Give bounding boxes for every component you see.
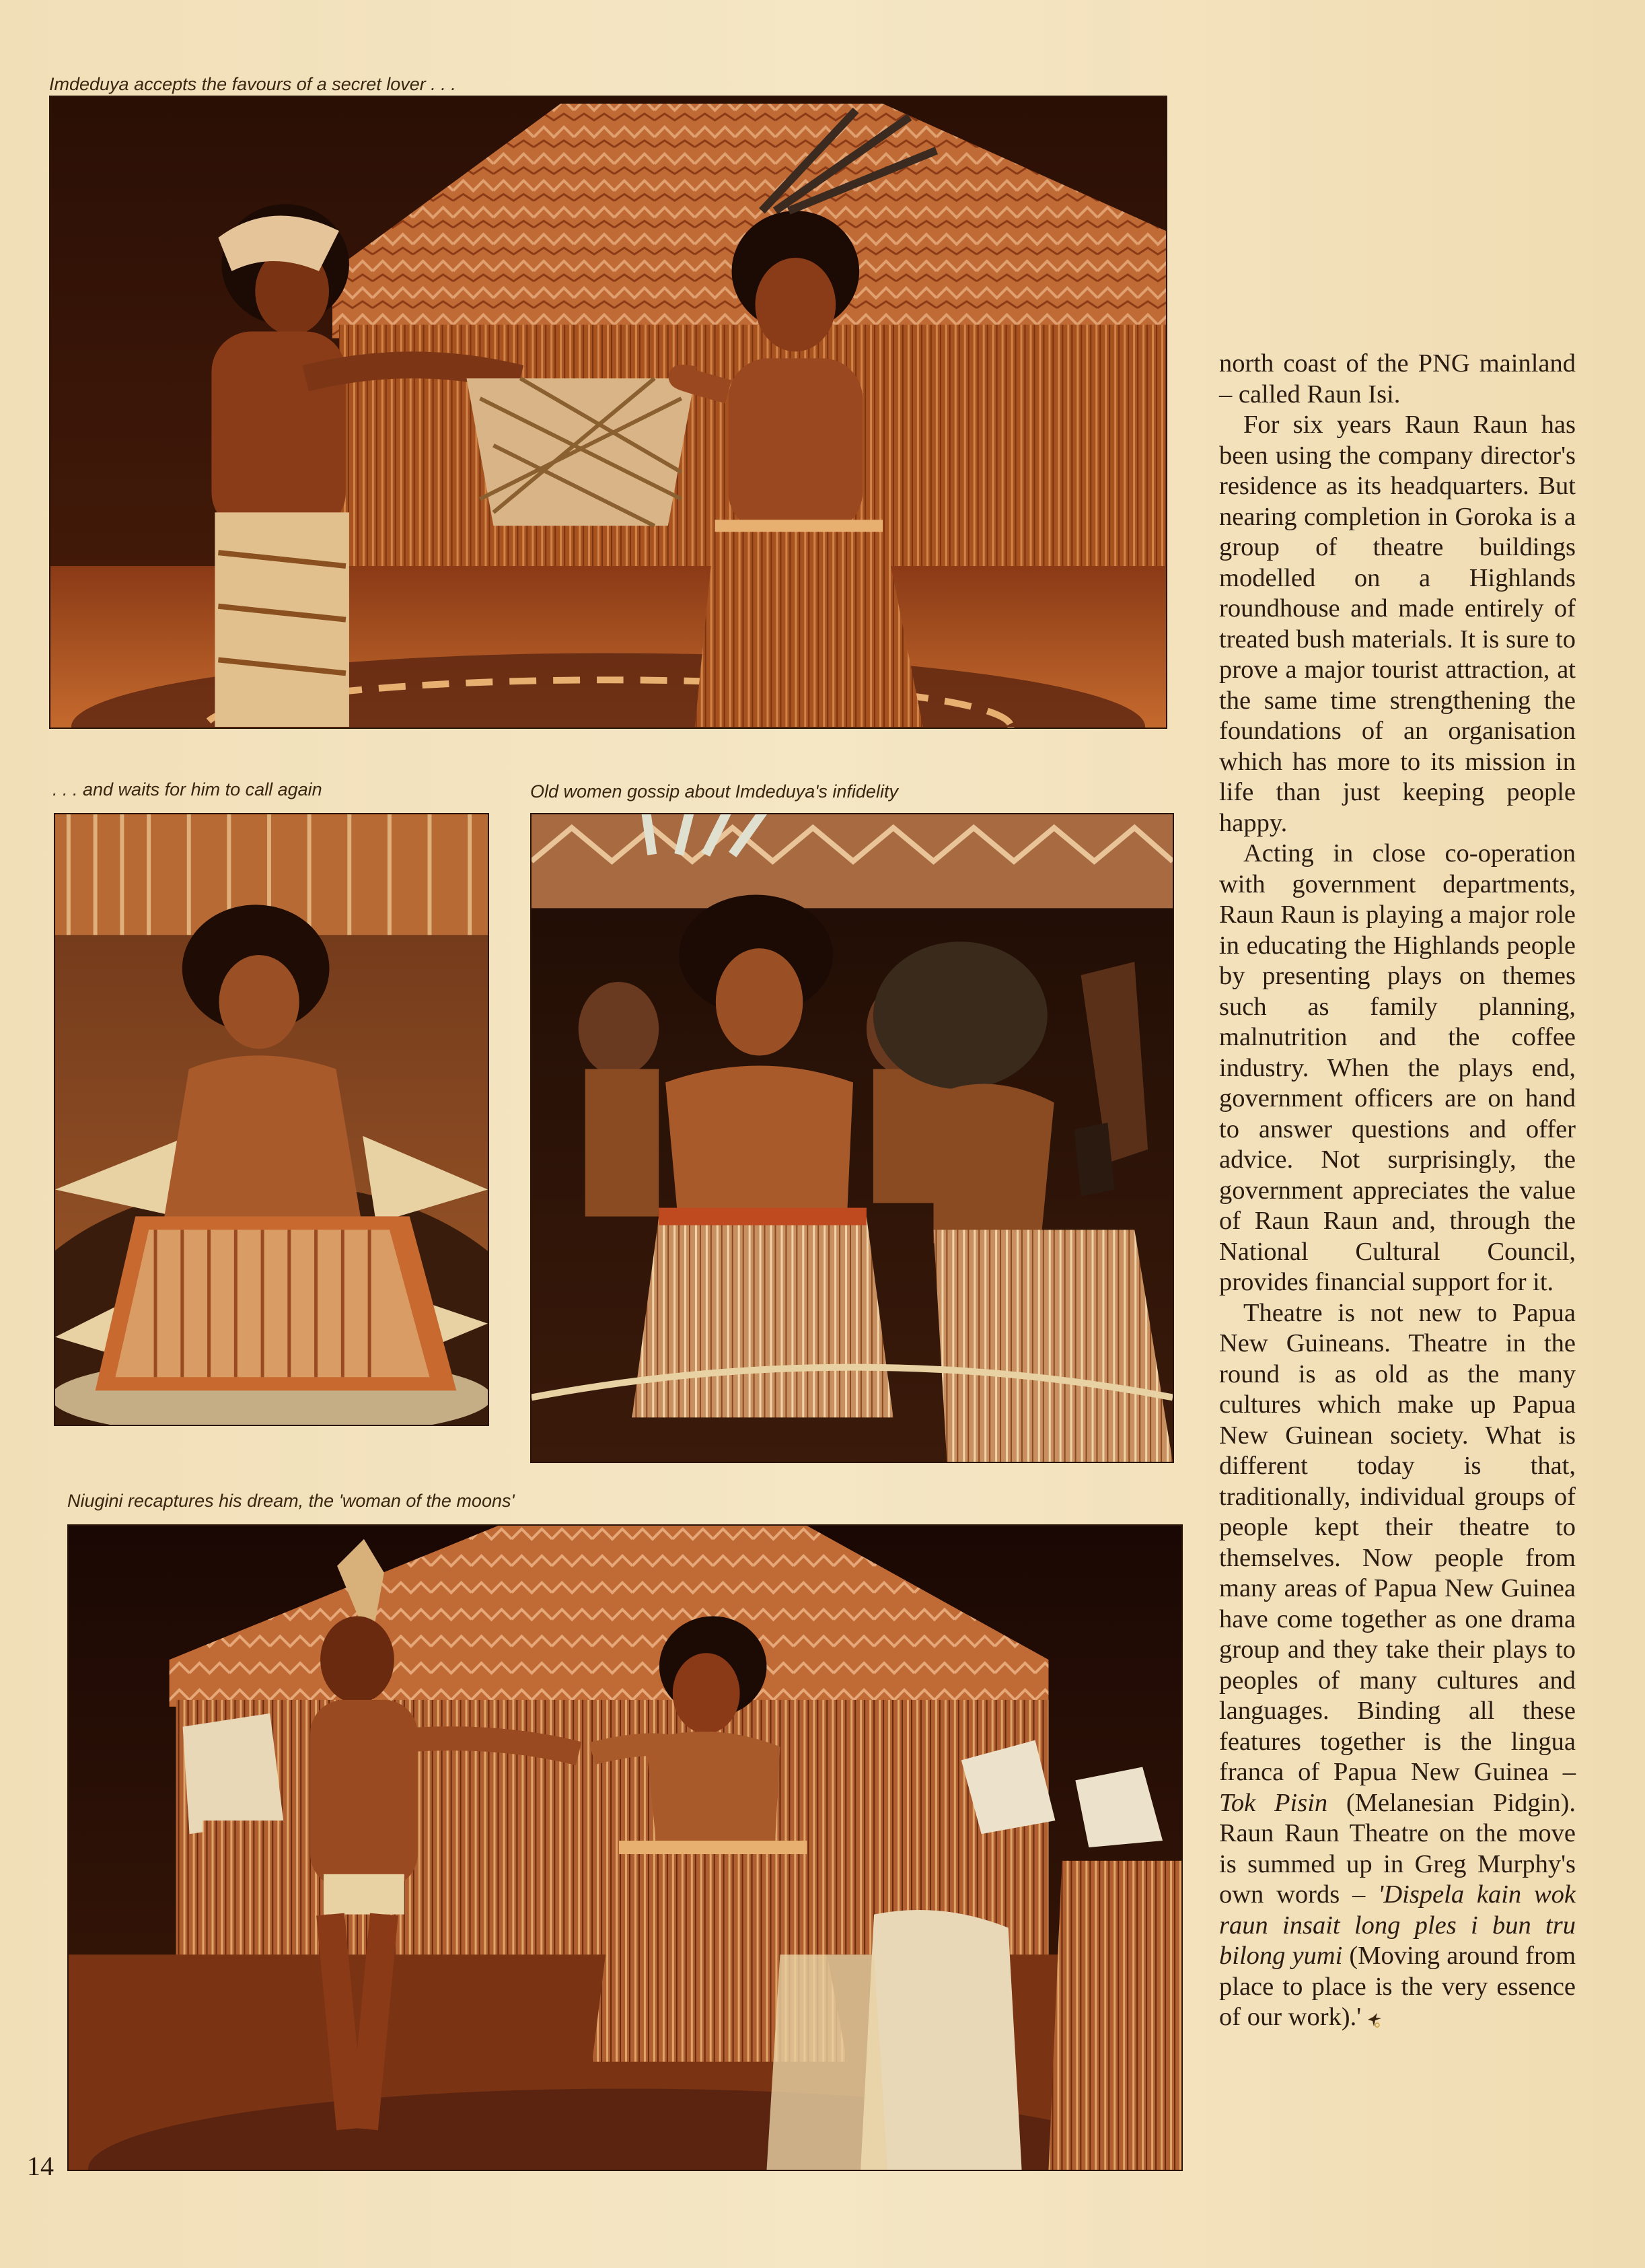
photo-caption-3: Old women gossip about Imdeduya's infidelity (530, 781, 898, 802)
page-number: 14 (27, 2151, 54, 2181)
article-paragraph-4 (1219, 1298, 1576, 2033)
photo-caption-4: Niugini recaptures his dream, the 'woman of the moons' (67, 1491, 515, 1511)
pidgin-quote: 'Dispela kain wok raun insait long ples i bun tru bilong yumi (1219, 1880, 1576, 1970)
tok-pisin-term: Tok Pisin (1219, 1788, 1328, 1817)
article-paragraph-1: north coast of the PNG mainland – called Raun Isi. (1219, 349, 1576, 409)
article-column (1219, 349, 1576, 2033)
photo-niugini-dream (67, 1524, 1183, 2171)
photo-imdeduya-waiting (54, 813, 489, 1426)
bird-of-paradise-icon (1365, 2010, 1383, 2028)
photo-old-women-gossip (530, 813, 1174, 1463)
article-paragraph-4-text-a: Theatre is not new to Papua New Guineans. Theatre in the round is as old as the many cultures which make up Papua New Guinean society. What is different today is that, traditionally, individual groups of people kept their theatre to themselves. Now people from many areas of Papua New Guinea have come together as one drama group and they take their plays to peoples of many cultures and languages. Binding all these features together is the lingua franca of Papua New Guinea – (1219, 1298, 1576, 1786)
article-paragraph-4-text-b: (Melanesian Pidgin). Raun Raun Theatre on the move is summed up in Greg Murphy's own words – (1219, 1788, 1576, 1909)
photo-caption-1: Imdeduya accepts the favours of a secret lover . . . (49, 74, 456, 94)
article-paragraph-4-text-c: (Moving around from place to place is the very essence of our work).' (1219, 1942, 1576, 2031)
photo-imdeduya-and-lover (49, 96, 1167, 729)
article-paragraph-3: Acting in close co-operation with government departments, Raun Raun is playing a major role in educating the Highlands people by presenting plays on themes such as family planning, malnutrition and the coffee industry. When the plays end, government officers are on hand to answer questions and offer advice. Not surprisingly, the government appreciates the value of Raun Raun and, through the National Cultural Council, provides financial support for it. (1219, 839, 1576, 1296)
photo-caption-2: . . . and waits for him to call again (52, 779, 322, 800)
article-paragraph-2: For six years Raun Raun has been using the company director's residence as its headquarters. But nearing completion in Goroka is a group of theatre buildings modelled on a Highlands roundhouse and made entirely of treated bush materials. It is sure to prove a major tourist attraction, at the same time strengthening the foundations of an organisation which has more to its mission in life than just keeping people happy. (1219, 411, 1576, 837)
